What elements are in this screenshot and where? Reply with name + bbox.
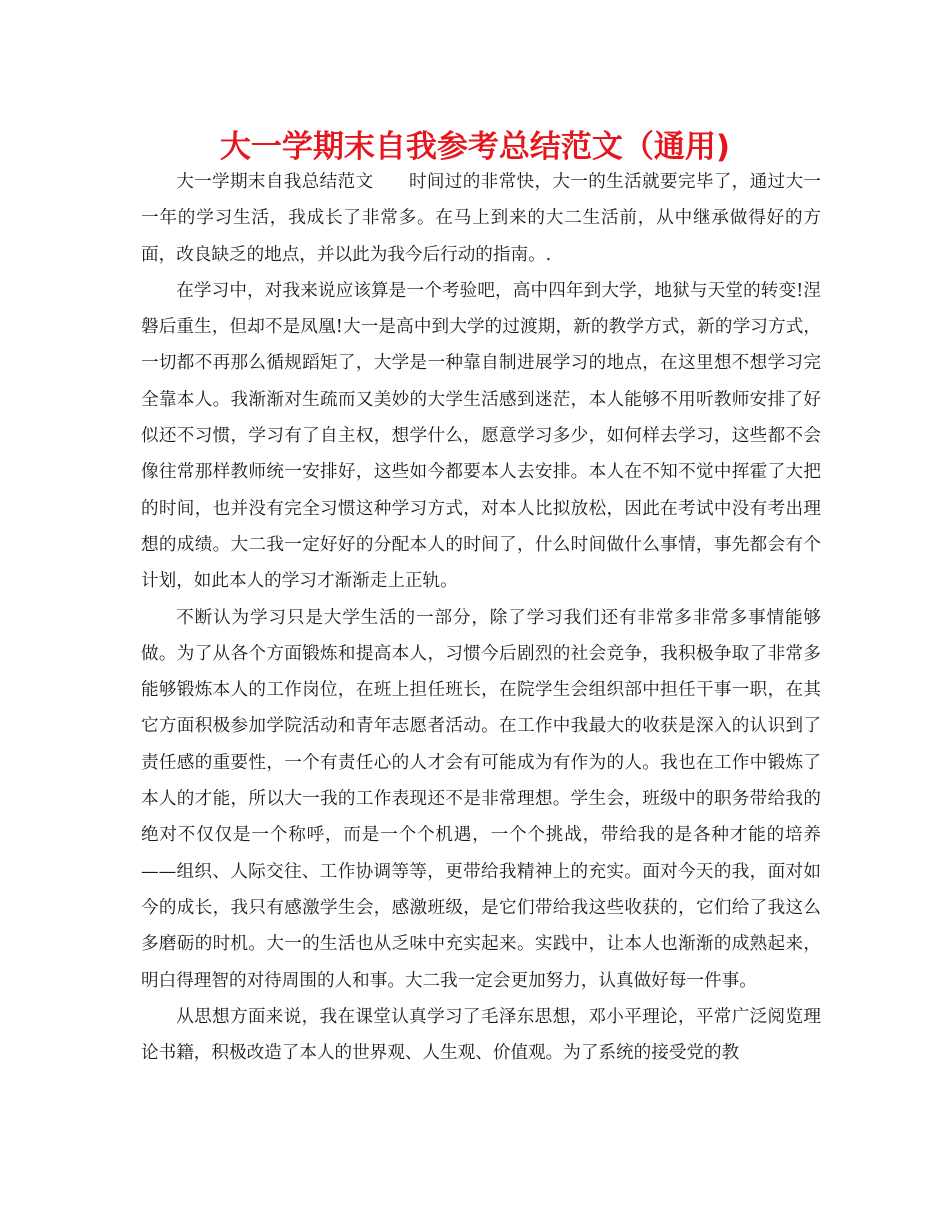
document-body <box>141 164 821 1071</box>
paragraph-1 <box>141 164 821 273</box>
document-title: 大一学期末自我参考总结范文（通用) <box>219 129 731 165</box>
paragraph-2: 在学习中，对我来说应该算是一个考验吧，高中四年到大学，地狱与天堂的转变!涅磐后重生，但却不是凤凰!大一是高中到大学的过渡期，新的教学方式，新的学习方式，一切都不再那么循规蹈矩了，大学是一种靠自制进展学习的地点，在这里想不想学习完全靠本人。我渐渐对生疏而又美妙的大学生活感到迷茫，本人能够不用听教师安排了好似还不习惯，学习有了自主权，想学什么，愿意学习多少，如何样去学习，这些都不会像往常那样教师统一安排好，这些如今都要本人去安排。本人在不知不觉中挥霍了大把的时间，也并没有完全习惯这种学习方式，对本人比拟放松，因此在考试中没有考出理想的成绩。大二我一定好好的分配本人的时间了，什么时间做什么事情，事先都会有个计划，如此本人的学习才渐渐走上正轨。 <box>141 280 821 592</box>
paragraph-1-text: 时间过的非常快，大一的生活就要完毕了，通过大一一年的学习生活，我成长了非常多。在马上到来的大二生活前，从中继承做得好的方面，改良缺乏的地点，并以此为我今后行动的指南。. <box>141 172 821 265</box>
paragraph-4: 从思想方面来说，我在课堂认真学习了毛泽东思想，邓小平理论，平常广泛阅览理论书籍，积极改造了本人的世界观、人生观、价值观。为了系统的接受党的教 <box>141 1006 821 1064</box>
paragraph-1-lead: 大一学期末自我总结范文 <box>176 172 374 192</box>
paragraph-3: 不断认为学习只是大学生活的一部分，除了学习我们还有非常多非常多事情能够做。为了从各个方面锻炼和提高本人，习惯今后剧烈的社会竞争，我积极争取了非常多能够锻炼本人的工作岗位，在班上担任班长，在院学生会组织部中担任干事一职，在其它方面积极参加学院活动和青年志愿者活动。在工作中我最大的收获是深入的认识到了责任感的重要性，一个有责任心的人才会有可能成为有作为的人。我也在工作中锻炼了本人的才能，所以大一我的工作表现还不是非常理想。学生会，班级中的职务带给我的绝对不仅仅是一个称呼，而是一个个机遇，一个个挑战，带给我的是各种才能的培养——组织、人际交往、工作协调等等，更带给我精神上的充实。面对今天的我，面对如今的成长，我只有感激学生会，感激班级，是它们带给我这些收获的，它们给了我这么多磨砺的时机。大一的生活也从乏味中充实起来。实践中，让本人也渐渐的成熟起来，明白得理智的对待周围的人和事。大二我一定会更加努力，认真做好每一件事。 <box>141 607 821 991</box>
